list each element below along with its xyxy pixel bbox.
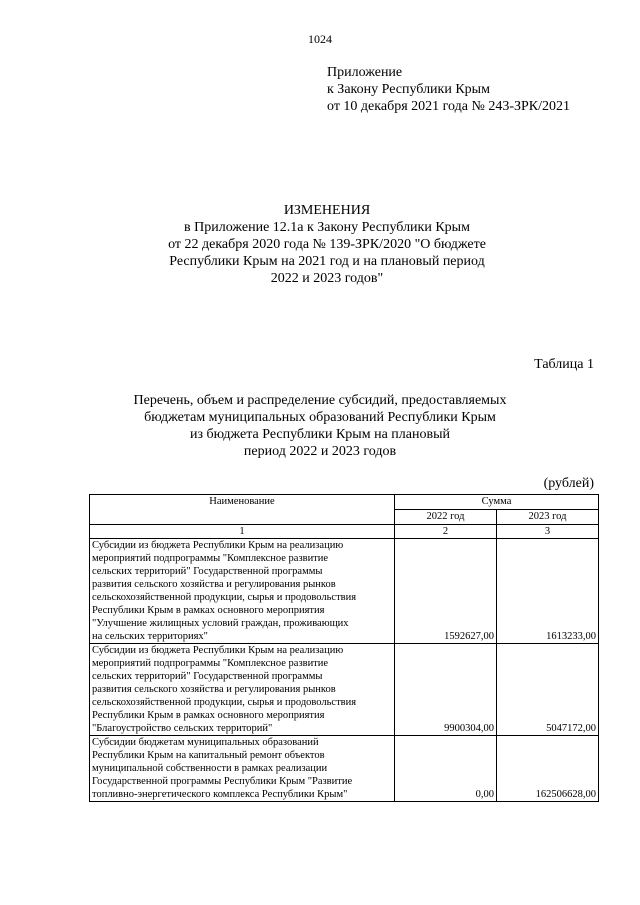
column-number: 2 (395, 525, 497, 539)
subsidy-name-line: развития сельского хозяйства и регулирования рынков (92, 684, 336, 695)
subsidy-name-line: Субсидии бюджетам муниципальных образований (92, 737, 319, 748)
subsidy-name-line: мероприятий подпрограммы "Комплексное развитие (92, 658, 329, 669)
column-number: 1 (90, 525, 395, 539)
appendix-line: от 10 декабря 2021 года № 243-ЗРК/2021 (327, 99, 571, 114)
amount-2023: 1613233,00 (497, 539, 599, 644)
list-title-line: бюджетам муниципальных образований Республики Крым (144, 410, 496, 425)
unit-label: (рублей) (543, 476, 594, 491)
table-row (90, 736, 599, 802)
subsidy-name (90, 539, 395, 644)
page-number: 1024 (308, 32, 332, 46)
subsidy-name-line: топливно-энергетического комплекса Республики Крым" (92, 789, 348, 800)
changes-line: от 22 декабря 2020 года № 139-ЗРК/2020 "О бюджете (168, 237, 486, 252)
list-title-line: период 2022 и 2023 годов (243, 444, 397, 459)
changes-line: 2022 и 2023 годов" (270, 271, 384, 286)
subsidy-name-line: на сельских территориях" (92, 631, 208, 642)
subsidy-name-line: Государственной программы Республики Крым "Развитие (92, 776, 353, 787)
subsidy-name-line: "Улучшение жилищных условий граждан, проживающих (92, 618, 349, 629)
subsidy-name-line: Республики Крым в рамках основного мероприятия (92, 605, 325, 616)
subsidy-name-line: мероприятий подпрограммы "Комплексное развитие (92, 553, 329, 564)
list-title-line: Перечень, объем и распределение субсидий, предоставляемых (133, 393, 507, 408)
subsidy-name-line: Республики Крым на капитальный ремонт объектов (92, 750, 325, 761)
table-row (90, 644, 599, 736)
changes-line: Республики Крым на 2021 год и на плановый период (169, 254, 485, 269)
appendix-line: к Закону Республики Крым (327, 82, 490, 97)
changes-line: в Приложение 12.1а к Закону Республики Крым (184, 220, 470, 235)
subsidy-table (89, 494, 599, 802)
changes-title (120, 202, 534, 287)
appendix-line: Приложение (327, 65, 403, 80)
amount-2022: 0,00 (395, 736, 497, 802)
header-sum: Сумма (395, 495, 599, 510)
subsidy-name-line: сельских территорий" Государственной программы (92, 671, 323, 682)
header-year-2022: 2022 год (395, 510, 497, 525)
amount-2022: 9900304,00 (395, 644, 497, 736)
subsidy-name-line: сельскохозяйственной продукции, сырья и продовольствия (92, 697, 357, 708)
appendix-reference (327, 64, 570, 115)
amount-2023: 5047172,00 (497, 644, 599, 736)
list-title (120, 392, 520, 460)
column-number-row (90, 525, 599, 539)
amount-2023: 162506628,00 (497, 736, 599, 802)
subsidy-name-line: муниципальной собственности в рамках реализации (92, 763, 328, 774)
header-row (90, 495, 599, 510)
subsidy-name (90, 644, 395, 736)
subsidy-name-line: Субсидии из бюджета Республики Крым на реализацию (92, 540, 344, 551)
subsidy-name-line: сельскохозяйственной продукции, сырья и продовольствия (92, 592, 357, 603)
amount-2022: 1592627,00 (395, 539, 497, 644)
header-year-2023: 2023 год (497, 510, 599, 525)
table-row (90, 539, 599, 644)
column-number: 3 (497, 525, 599, 539)
table-label: Таблица 1 (534, 357, 594, 372)
list-title-line: из бюджета Республики Крым на плановый (190, 427, 450, 442)
subsidy-name-line: "Благоустройство сельских территорий" (92, 723, 273, 734)
subsidy-name-line: Субсидии из бюджета Республики Крым на реализацию (92, 645, 344, 656)
subsidy-name-line: сельских территорий" Государственной программы (92, 566, 323, 577)
subsidy-name (90, 736, 395, 802)
subsidy-name-line: Республики Крым в рамках основного мероприятия (92, 710, 325, 721)
subsidy-name-line: развития сельского хозяйства и регулирования рынков (92, 579, 336, 590)
header-name: Наименование (90, 495, 395, 525)
changes-heading: ИЗМЕНЕНИЯ (283, 203, 371, 218)
